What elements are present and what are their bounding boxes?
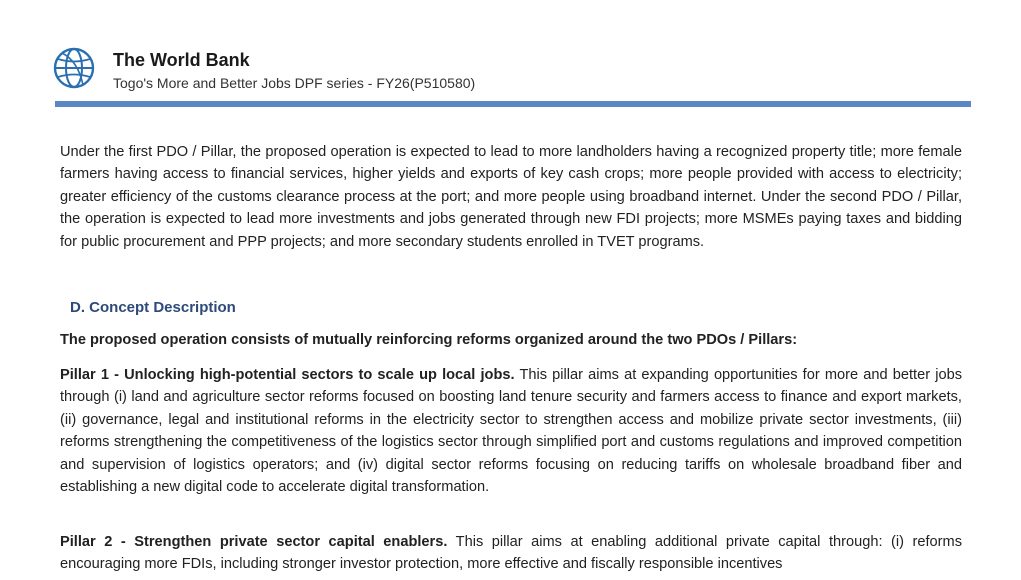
pillar-2-text: This pillar aims at enabling additional private capital through: (i) reforms encouraging more FDIs, including stronger investor protection, more effective and fiscally responsible incentives	[60, 534, 962, 573]
pillar-1-title: Pillar 1 - Unlocking high-potential sectors to scale up local jobs.	[60, 367, 515, 383]
world-bank-globe-icon	[53, 47, 95, 89]
paragraph-pillar-1	[60, 364, 962, 498]
pillar-1-text: This pillar aims at expanding opportunities for more and better jobs through (i) land and agriculture sector reforms focused on boosting land tenure security and farmers access to finance and export markets, (ii) governance, legal and institutional reforms in the electricity sector to strengthen access and mobilize private sector investments, (iii) reforms strengthening the competitiveness of the logistics sector through simplified port and customs regulations and improved competition and supervision of logistics operators; and (iv) digital sector reforms focusing on reducing tariffs on wholesale broadband fiber and establishing a new digital code to accelerate digital transformation.	[60, 367, 962, 496]
document-title: Togo's More and Better Jobs DPF series - FY26(P510580)	[113, 75, 476, 91]
section-intro: The proposed operation consists of mutually reinforcing reforms organized around the two PDOs / Pillars:	[60, 332, 798, 348]
pillar-2-title: Pillar 2 - Strengthen private sector capital enablers.	[60, 534, 448, 550]
page-header	[53, 46, 971, 96]
paragraph-pillar-2	[60, 531, 962, 576]
section-heading: D. Concept Description	[70, 299, 236, 316]
paragraph-pdo-outcomes: Under the first PDO / Pillar, the proposed operation is expected to lead to more landholders having a recognized property title; more female farmers having access to financial services, higher yields and exports of key cash crops; more people provided with access to electricity; greater efficiency of the customs clearance process at the port; and more people using broadband internet. Under the second PDO / Pillar, the operation is expected to lead more investments and jobs generated through new FDI projects; more MSMEs paying taxes and bidding for public procurement and PPP projects; and more secondary students enrolled in TVET programs.	[60, 144, 962, 250]
organization-name: The World Bank	[113, 50, 250, 70]
header-divider	[55, 101, 971, 107]
